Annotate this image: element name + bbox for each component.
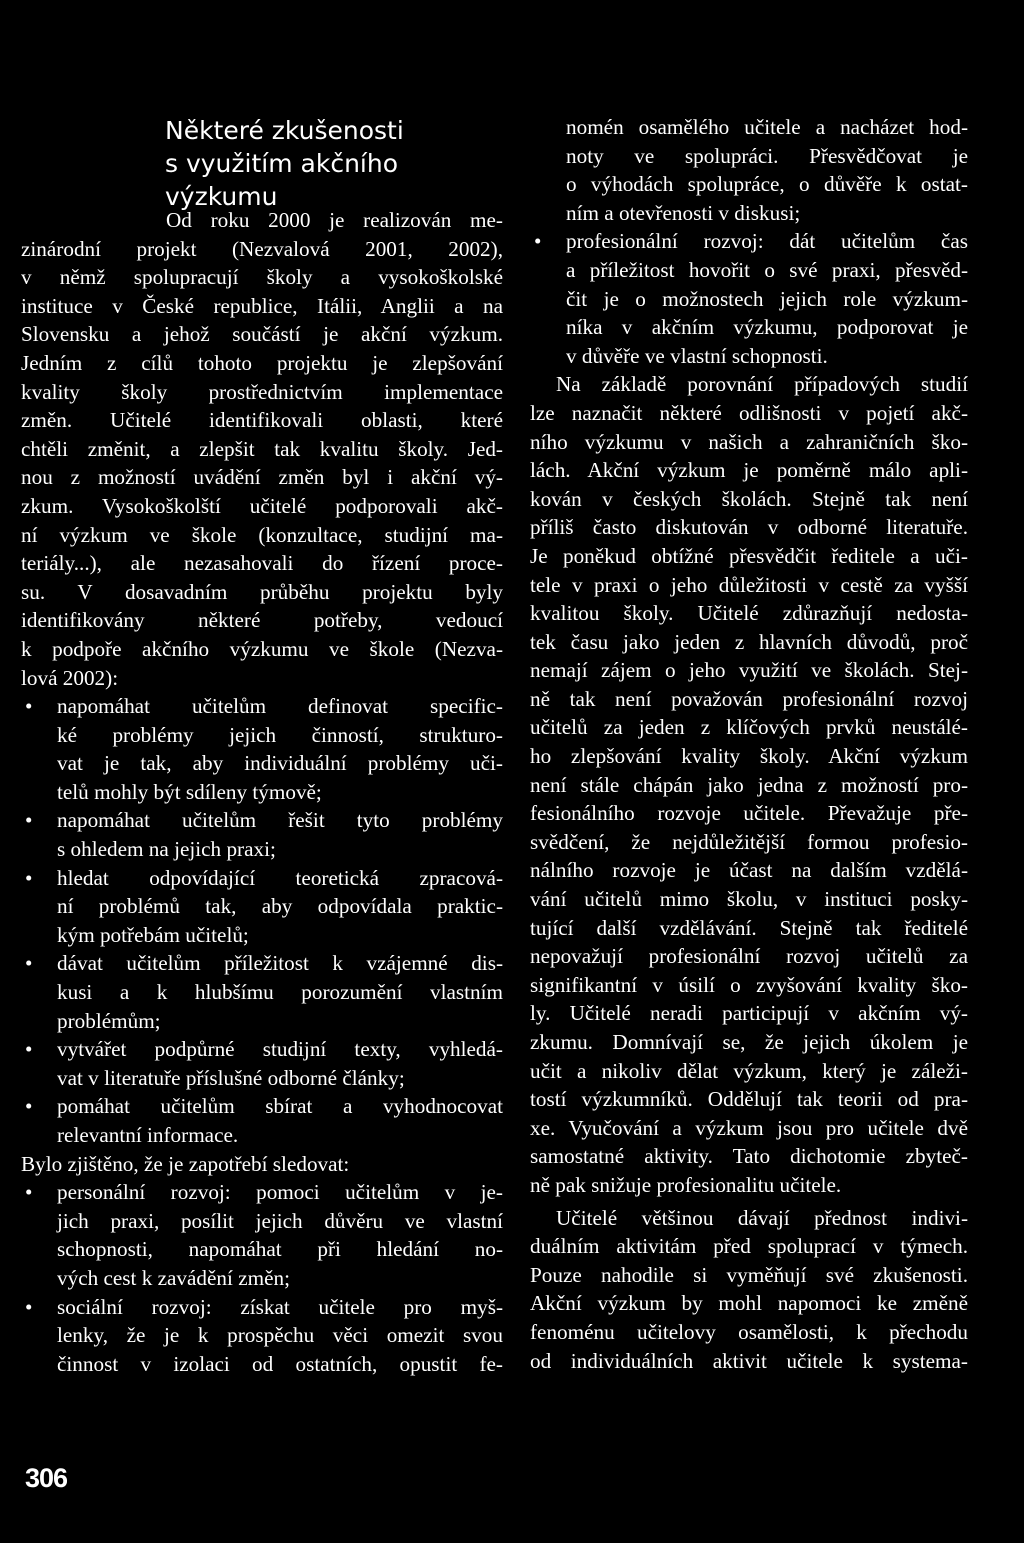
text-line: • napomáhat učitelům definovat specific- bbox=[57, 694, 503, 719]
text-line: ně tak není považován profesionální rozvoj bbox=[530, 686, 968, 711]
text-line: Je poněkud obtížné přesvědčit ředitele a uči- bbox=[530, 543, 968, 568]
text-line: fesionálního rozvoje učitele. Převažuje pře- bbox=[530, 801, 968, 826]
text-line: su. V dosavadním průběhu projektu byly bbox=[21, 579, 503, 604]
text-line: signifikantní v úsilí o zvyšování kvality ško- bbox=[530, 972, 968, 997]
right-column bbox=[530, 113, 968, 1375]
text-line: zkum. Vysokoškolští učitelé podporovali akč- bbox=[21, 493, 503, 518]
list-item bbox=[21, 692, 503, 806]
text-line: duálním aktivitám před spoluprací v týmech. bbox=[530, 1234, 968, 1259]
text-line: lová 2002): bbox=[21, 665, 119, 690]
text-line: nou z možností uvádění změn byl i akční vý- bbox=[21, 465, 503, 490]
text-line: instituce v České republice, Itálii, Anglii a na bbox=[21, 293, 503, 318]
text-line: chtěli změnit, a zlepšit tak kvalitu školy. Jed- bbox=[21, 436, 503, 461]
text-line: nomén osamělého učitele a nacházet hod- bbox=[566, 115, 968, 139]
text-line: příliš často diskutován v odborné literatuře. bbox=[530, 515, 968, 540]
text-line: identifikovány některé potřeby, vedoucí bbox=[21, 608, 503, 633]
text-line: vání učitelů mimo školu, v instituci posky- bbox=[530, 887, 968, 912]
text-line: tele v praxi o jeho důležitosti v cestě za vyšší bbox=[530, 572, 968, 597]
text-line: učit a nikoliv dělat výzkum, který je záleži- bbox=[530, 1058, 968, 1083]
text-line: tující další vzdělávání. Stejně tak ředitelé bbox=[530, 915, 968, 940]
text-line: ního výzkumu v našich a zahraničních ško- bbox=[530, 429, 968, 454]
text-line: fenoménu učitelovy osamělosti, k přechodu bbox=[530, 1319, 968, 1344]
article-heading bbox=[165, 114, 485, 213]
text-line: nepovažují profesionální rozvoj učitelů za bbox=[530, 944, 968, 969]
list-item bbox=[530, 227, 968, 370]
text-line: teriály...), ale nezasahovali do řízení proce- bbox=[21, 551, 503, 576]
left-column bbox=[21, 206, 503, 1378]
text-line: telů mohly být sdíleny týmově; bbox=[57, 779, 322, 804]
text-line: od individuálních aktivit učitele k systema- bbox=[530, 1348, 968, 1373]
text-line: Na základě porovnání případových studií bbox=[556, 372, 968, 397]
text-line: ní problémů tak, aby odpovídala praktic- bbox=[57, 894, 503, 919]
text-line: Od roku 2000 je realizován me- bbox=[166, 208, 503, 232]
text-line: xe. Vyučování a výzkum jsou pro učitele dvě bbox=[530, 1115, 968, 1140]
list-item bbox=[21, 864, 503, 950]
text-line: zkumu. Domnívají se, že jejich úkolem je bbox=[530, 1030, 968, 1054]
list-item bbox=[21, 1178, 503, 1292]
needs-list bbox=[21, 692, 503, 1150]
text-line: • personální rozvoj: pomoci učitelům v je- bbox=[57, 1180, 503, 1205]
list-item bbox=[21, 806, 503, 863]
text-line: činnost v izolaci od ostatních, opustit fe- bbox=[57, 1351, 503, 1376]
text-line: ké problémy jejich činností, strukturo- bbox=[57, 722, 503, 747]
text-line: problémům; bbox=[57, 1008, 161, 1033]
text-line: kvalitou školy. Učitelé zdůrazňují nedosta- bbox=[530, 601, 968, 626]
text-line: v důvěře ve vlastní schopnosti. bbox=[566, 343, 828, 368]
text-line: Učitelé většinou dávají přednost indivi- bbox=[556, 1205, 968, 1230]
development-list bbox=[530, 227, 968, 370]
text-line: k podpoře akčního výzkumu ve škole (Nezva- bbox=[21, 636, 503, 661]
text-line: zinárodní projekt (Nezvalová 2001, 2002), bbox=[21, 236, 503, 261]
text-line: lenky, že je k prospěchu věci omezit svou bbox=[57, 1323, 503, 1348]
text-line: Akční výzkum by mohl napomoci ke změně bbox=[530, 1291, 968, 1316]
continued-bullet bbox=[530, 113, 968, 227]
text-line: vých cest k zavádění změn; bbox=[57, 1265, 290, 1290]
text-line: změn. Učitelé identifikovali oblasti, které bbox=[21, 408, 503, 433]
text-line: a příležitost hovořit o své praxi, přesvěd- bbox=[566, 257, 968, 282]
text-line: o výhodách spolupráce, o důvěře k ostat- bbox=[566, 172, 968, 197]
text-line: s ohledem na jejich praxi; bbox=[57, 837, 276, 862]
text-line: Pouze nahodile si vyměňují své zkušenosti. bbox=[530, 1262, 968, 1287]
text-line: níka v akčním výzkumu, podporovat je bbox=[566, 315, 968, 340]
text-line: ly. Učitelé neradi participují v akčním vý- bbox=[530, 1001, 968, 1026]
text-line: tek času jako jeden z hlavních důvodů, proč bbox=[530, 629, 968, 654]
list-item bbox=[21, 1035, 503, 1092]
text-line: ho zlepšování kvality školy. Akční výzkum bbox=[530, 744, 968, 769]
intro-paragraph bbox=[21, 206, 503, 692]
text-line: ně pak snižuje profesionalitu učitele. bbox=[530, 1172, 842, 1197]
text-line: učitelů za jeden z klíčových prvků neustálé- bbox=[530, 715, 968, 740]
text-line: • vytvářet podpůrné studijní texty, vyhledá- bbox=[57, 1037, 503, 1062]
text-line: • hledat odpovídající teoretická zpracová- bbox=[57, 865, 503, 890]
paragraph-individual bbox=[530, 1204, 968, 1376]
heading-line: Některé zkušenosti bbox=[165, 116, 404, 145]
text-line: kým potřebám učitelů; bbox=[57, 922, 249, 947]
text-line: Slovensku a jehož součástí je akční výzkum. bbox=[21, 322, 503, 347]
text-line: jich praxi, posílit jejich důvěru ve vlastní bbox=[57, 1208, 503, 1233]
text-line: ní výzkum ve škole (konzultace, studijní ma- bbox=[21, 522, 503, 547]
page-number: 306 bbox=[25, 1463, 68, 1493]
text-line: • profesionální rozvoj: dát učitelům čas bbox=[566, 229, 968, 254]
list-item bbox=[21, 949, 503, 1035]
text-line: svědčení, že nejdůležitější formou profesio- bbox=[530, 829, 968, 854]
text-line: noty ve spolupráci. Přesvědčovat je bbox=[566, 143, 968, 168]
heading-line: s využitím akčního bbox=[165, 149, 398, 178]
text-line: kusi a k hlubšímu porozumění vlastním bbox=[57, 980, 503, 1005]
text-line: kován v českých školách. Stejně tak není bbox=[530, 486, 968, 511]
text-line: Jedním z cílů tohoto projektu je zlepšování bbox=[21, 350, 503, 375]
text-line: schopnosti, napomáhat při hledání no- bbox=[57, 1237, 503, 1262]
text-line: • sociální rozvoj: získat učitele pro myš- bbox=[57, 1294, 503, 1319]
text-line: lze naznačit některé odlišnosti v pojetí akč- bbox=[530, 400, 968, 425]
findings-intro: Bylo zjištěno, že je zapotřebí sledovat: bbox=[21, 1151, 350, 1176]
text-line: • pomáhat učitelům sbírat a vyhodnocovat bbox=[57, 1094, 503, 1119]
heading-line: výzkumu bbox=[165, 182, 278, 211]
text-line: ním a otevřenosti v diskusi; bbox=[566, 200, 801, 225]
text-line: lách. Akční výzkum je poměrně málo apli- bbox=[530, 458, 968, 483]
text-line: • dávat učitelům příležitost k vzájemné dis- bbox=[57, 951, 503, 976]
text-line: nálního rozvoje je účast na dalším vzdělá- bbox=[530, 858, 968, 883]
text-line: vat v literatuře příslušné odborné články; bbox=[57, 1065, 405, 1090]
text-line: vat je tak, aby individuální problémy uči- bbox=[57, 751, 503, 776]
list-item bbox=[21, 1092, 503, 1149]
text-line: nemají zájem o jeho využití ve školách. Stej- bbox=[530, 658, 968, 683]
text-line: relevantní informace. bbox=[57, 1123, 239, 1147]
text-line: není stále chápán jako jedna z možností pro- bbox=[530, 772, 968, 797]
text-line: v němž spolupracují školy a vysokoškolské bbox=[21, 265, 503, 290]
findings-list bbox=[21, 1178, 503, 1378]
text-line: samostatné aktivity. Tato dichotomie zbyteč- bbox=[530, 1144, 968, 1169]
text-line: tostí výzkumníků. Oddělují tak teorii od pra- bbox=[530, 1087, 968, 1112]
paragraph-comparison bbox=[530, 370, 968, 1199]
text-line: kvality školy prostřednictvím implementace bbox=[21, 379, 503, 404]
text-line: • napomáhat učitelům řešit tyto problémy bbox=[57, 808, 503, 833]
list-item bbox=[21, 1293, 503, 1379]
text-line: čit je o možnostech jejich role výzkum- bbox=[566, 286, 968, 311]
